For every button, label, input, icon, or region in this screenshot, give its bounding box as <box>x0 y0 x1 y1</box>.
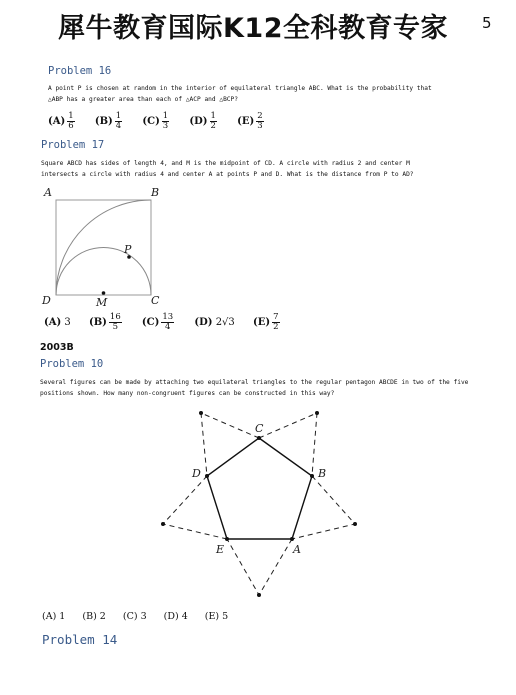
label-b: B <box>151 186 160 199</box>
label-d: D <box>42 294 51 307</box>
problem-17-text-line-2: intersects a circle with radius 4 and center A at points P and D. What is the distance from P to AD? <box>41 171 414 178</box>
problem-16-text-line-1: A point P is chosen at random in the interior of equilateral triangle ABC. What is the probability that <box>48 85 432 92</box>
pentagon-abcde <box>207 438 312 539</box>
choice-a: (A) $\frac{1}{6}$ <box>48 111 74 131</box>
dashed-triangles <box>163 413 355 595</box>
problem-10-text-line-2: positions shown. How many non-congruent figures can be constructed in this way? <box>40 390 335 397</box>
problem-17-text-line-1: Square ABCD has sides of length 4, and M is the midpoint of CD. A circle with radius 2 and center M <box>41 160 410 167</box>
vertex-e <box>225 537 229 541</box>
choice-b: (B) $\frac{1}{4}$ <box>94 111 122 131</box>
choice-a: (A) 1 <box>42 611 66 622</box>
choice-d: (D) $\frac{1}{2}$ <box>189 111 216 131</box>
page-header-title: 犀牛教育国际K12全科教育专家 <box>58 13 448 44</box>
arc-radius-2 <box>56 248 151 296</box>
label-m: M <box>96 296 108 307</box>
choice-c: (C) 3 <box>122 611 147 622</box>
choice-e: (E) 5 <box>204 611 229 622</box>
label-c: C <box>151 294 160 307</box>
label-p: P <box>124 243 132 256</box>
choice-c: (C) $\frac{13}{4}$ <box>141 312 174 332</box>
apex-ea <box>257 593 261 597</box>
problem-17-answer-choices <box>44 313 297 332</box>
label-d: D <box>192 467 201 480</box>
choice-c: (C) $\frac{1}{3}$ <box>142 111 169 131</box>
problem-16-heading: Problem 16 <box>48 65 112 77</box>
label-c: C <box>255 422 264 435</box>
square-circle-figure <box>36 182 176 307</box>
problem-16-text-line-2: △ABP has a greater area than each of △ACP and △BCP? <box>48 96 238 103</box>
page-number: 5 <box>482 14 492 32</box>
problem-16-answer-choices <box>48 112 281 131</box>
problem-10-text-line-1: Several figures can be made by attaching two equilateral triangles to the regular pentagon ABCDE in two of the five <box>40 379 469 386</box>
choice-a: (A) 3 <box>44 317 71 328</box>
problem-17-heading: Problem 17 <box>41 139 105 151</box>
vertex-a <box>290 537 294 541</box>
apex-ab <box>353 522 357 526</box>
choice-d: (D) 2√3 <box>194 317 235 328</box>
choice-b: (B) 2 <box>82 611 106 622</box>
problem-14-heading: Problem 14 <box>42 632 118 647</box>
choice-e: (E) $\frac{2}{3}$ <box>237 111 263 131</box>
vertex-b <box>310 474 314 478</box>
vertex-c <box>257 436 261 440</box>
pentagon-star-figure <box>150 400 370 605</box>
point-m <box>102 291 106 295</box>
choice-e: (E) $\frac{7}{2}$ <box>252 312 279 332</box>
problem-10-heading: Problem 10 <box>40 358 104 370</box>
choice-b: (B) $\frac{16}{5}$ <box>88 312 121 332</box>
choice-d: (D) 4 <box>163 611 188 622</box>
apex-bc <box>315 411 319 415</box>
contest-year-label: 2003B <box>40 342 74 353</box>
apex-cd <box>199 411 203 415</box>
vertex-d <box>205 474 209 478</box>
label-b: B <box>318 467 327 480</box>
apex-de <box>161 522 165 526</box>
label-a: A <box>293 543 301 556</box>
label-e: E <box>216 543 225 556</box>
problem-10-answer-choices <box>42 611 242 622</box>
label-a: A <box>44 186 52 199</box>
